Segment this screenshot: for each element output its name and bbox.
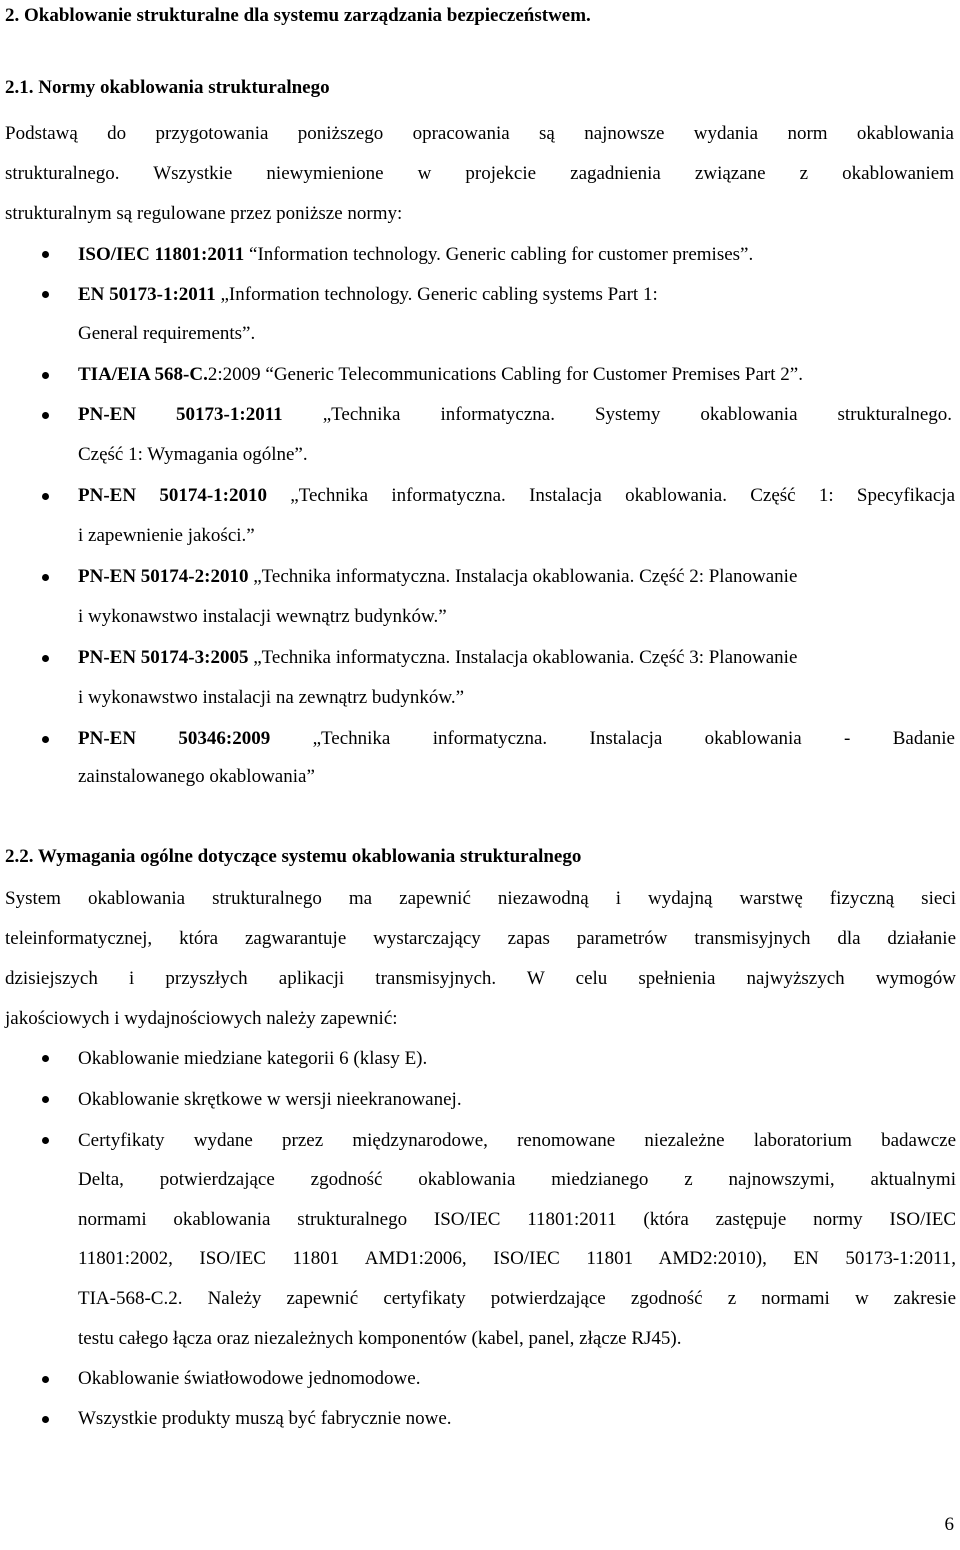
bullet-icon [42, 493, 49, 500]
intro-line-3: strukturalnym są regulowane przez poniższe normy: [5, 203, 403, 224]
bullet-icon [42, 291, 49, 298]
norm-title: „Technika informatyczna. Instalacja okablowania. Część 1: Specyfikacja [290, 485, 956, 506]
norm-title: „Technika informatyczna. Systemy okablowania strukturalnego. [322, 404, 953, 425]
norm-item-6 [78, 565, 957, 589]
norm-code: EN 50173-1:2011 [78, 284, 216, 305]
norm-code: PN-EN 50174-1:2010 [78, 485, 267, 506]
requirement-item-4: Okablowanie światłowodowe jednomodowe. [78, 1368, 421, 1389]
requirements-para-line-1: System okablowania strukturalnego ma zapewnić niezawodną i wydajną warstwę fizyczną sieci [5, 888, 956, 909]
norm-title: „Technika informatyczna. Instalacja okablowania - Badanie [312, 728, 955, 749]
intro-line-1: Podstawą do przygotowania poniższego opracowania są najnowsze wydania norm okablowania [5, 123, 954, 144]
bullet-icon [42, 251, 49, 258]
norm-code: PN-EN 50174-3:2005 [78, 647, 249, 668]
bullet-icon [42, 736, 49, 743]
bullet-icon [42, 1376, 49, 1383]
norm-code: PN-EN 50174-2:2010 [78, 566, 249, 587]
norm-title-continued: zainstalowanego okablowania” [78, 766, 315, 787]
intro-line-2: strukturalnego. Wszystkie niewymienione w projekcie zagadnienia związane z okablowaniem [5, 163, 954, 184]
bullet-icon [42, 574, 49, 581]
requirement-item-1: Okablowanie miedziane kategorii 6 (klasy E). [78, 1048, 428, 1069]
norm-item-8 [78, 727, 955, 751]
requirement-item-5: Wszystkie produkty muszą być fabrycznie nowe. [78, 1408, 452, 1429]
norm-item-4 [78, 403, 952, 427]
norm-item-5 [78, 484, 955, 508]
requirement-item-3-line-1: Certyfikaty wydane przez międzynarodowe, renomowane niezależne laboratorium badawcze [78, 1130, 956, 1151]
requirement-item-3-line-6: testu całego łącza oraz niezależnych komponentów (kabel, panel, złącze RJ45). [78, 1328, 682, 1349]
requirements-para-line-4: jakościowych i wydajnościowych należy zapewnić: [5, 1008, 398, 1029]
bullet-icon [42, 655, 49, 662]
bullet-icon [42, 1137, 49, 1144]
requirement-item-2: Okablowanie skrętkowe w wersji nieekranowanej. [78, 1089, 462, 1110]
norm-code: ISO/IEC 11801:2011 [78, 244, 245, 265]
section-heading: 2. Okablowanie strukturalne dla systemu zarządzania bezpieczeństwem. [5, 5, 591, 26]
norm-code: PN-EN 50346:2009 [78, 728, 271, 749]
requirements-para-line-3: dzisiejszych i przyszłych aplikacji transmisyjnych. W celu spełnienia najwyższych wymogów [5, 968, 956, 989]
subsection-heading-requirements: 2.2. Wymagania ogólne dotyczące systemu okablowania strukturalnego [5, 846, 582, 867]
norm-item-7 [78, 646, 957, 670]
bullet-icon [42, 1055, 49, 1062]
requirement-item-3-line-4: 11801:2002, ISO/IEC 11801 AMD1:2006, ISO/IEC 11801 AMD2:2010), EN 50173-1:2011, [78, 1248, 956, 1269]
norm-title-continued: i wykonawstwo instalacji wewnątrz budynków.” [78, 606, 447, 627]
bullet-icon [42, 1416, 49, 1423]
norm-title-continued: i zapewnienie jakości.” [78, 525, 255, 546]
norm-title: “Information technology. Generic cabling for customer premises”. [249, 244, 754, 265]
norm-item-1 [78, 243, 957, 267]
bullet-icon [42, 372, 49, 379]
norm-code: TIA/EIA 568-C. [78, 364, 208, 385]
norm-title: „Information technology. Generic cabling systems Part 1: [220, 284, 658, 305]
norm-title: „Technika informatyczna. Instalacja okablowania. Część 3: Planowanie [253, 647, 798, 668]
norm-item-2 [78, 283, 957, 307]
norm-title-continued: i wykonawstwo instalacji na zewnątrz budynków.” [78, 687, 465, 708]
page-number: 6 [944, 1514, 954, 1535]
requirement-item-3-line-3: normami okablowania strukturalnego ISO/IEC 11801:2011 (która zastępuje normy ISO/IEC [78, 1209, 956, 1230]
norm-title: „Technika informatyczna. Instalacja okablowania. Część 2: Planowanie [253, 566, 798, 587]
bullet-icon [42, 412, 49, 419]
norm-title-continued: General requirements”. [78, 323, 256, 344]
norm-item-3 [78, 363, 957, 387]
bullet-icon [42, 1096, 49, 1103]
norm-title-continued: Część 1: Wymagania ogólne”. [78, 444, 308, 465]
norm-code: PN-EN 50173-1:2011 [78, 404, 283, 425]
requirement-item-3-line-5: TIA-568-C.2. Należy zapewnić certyfikaty potwierdzające zgodność z normami w zakresie [78, 1288, 956, 1309]
norm-title: 2:2009 “Generic Telecommunications Cabling for Customer Premises Part 2”. [207, 364, 803, 385]
requirement-item-3-line-2: Delta, potwierdzające zgodność okablowania miedzianego z najnowszymi, aktualnymi [78, 1169, 956, 1190]
subsection-heading-norms: 2.1. Normy okablowania strukturalnego [5, 77, 330, 98]
requirements-para-line-2: teleinformatycznej, która zagwarantuje wystarczający zapas parametrów transmisyjnych dla działanie [5, 928, 956, 949]
